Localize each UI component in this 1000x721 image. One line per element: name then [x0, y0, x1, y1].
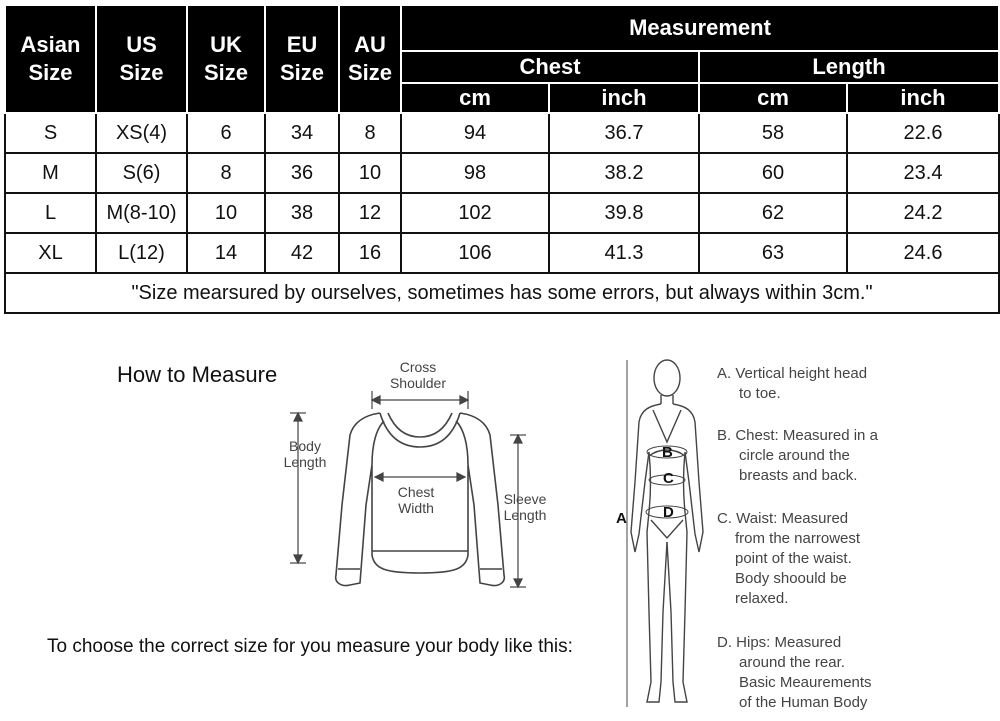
table-row — [5, 113, 999, 153]
marker-b: B — [662, 444, 673, 461]
table-cell: 34 — [265, 113, 339, 153]
table-cell: 106 — [401, 233, 549, 273]
header-asian-size: Asian Size — [5, 5, 96, 113]
sweater-illustration — [280, 355, 560, 600]
table-cell: 8 — [187, 153, 265, 193]
table-cell: M — [5, 153, 96, 193]
table-cell: XL — [5, 233, 96, 273]
table-cell: 36 — [265, 153, 339, 193]
table-cell: XS(4) — [96, 113, 187, 153]
unit-chest-cm: cm — [401, 83, 549, 113]
table-cell: 22.6 — [847, 113, 999, 153]
header-measurement: Measurement — [401, 5, 999, 51]
table-cell: 8 — [339, 113, 401, 153]
unit-length-cm: cm — [699, 83, 847, 113]
table-cell: 36.7 — [549, 113, 699, 153]
cross-shoulder-label: Cross Shoulder — [389, 359, 447, 391]
table-row — [5, 153, 999, 193]
how-to-measure-title: How to Measure — [117, 362, 278, 387]
table-note-row — [5, 273, 999, 313]
table-cell: L(12) — [96, 233, 187, 273]
table-cell: S(6) — [96, 153, 187, 193]
table-cell: 16 — [339, 233, 401, 273]
chest-width-label: Chest Width — [397, 484, 435, 516]
table-cell: 94 — [401, 113, 549, 153]
human-body-illustration — [615, 352, 710, 721]
table-cell: 24.6 — [847, 233, 999, 273]
table-cell: 62 — [699, 193, 847, 233]
body-length-label: Body Length — [283, 438, 327, 470]
unit-chest-inch: inch — [549, 83, 699, 113]
table-row — [5, 233, 999, 273]
table-cell: 10 — [187, 193, 265, 233]
header-au-size: AU Size — [339, 5, 401, 113]
table-cell: L — [5, 193, 96, 233]
header-uk-size: UK Size — [187, 5, 265, 113]
table-cell: 41.3 — [549, 233, 699, 273]
table-cell: 14 — [187, 233, 265, 273]
table-cell: 24.2 — [847, 193, 999, 233]
table-cell: 6 — [187, 113, 265, 153]
guide-item-d: D. Hips: Measured around the rear. Basic Meaurements of the Human Body — [717, 634, 872, 711]
table-cell: 39.8 — [549, 193, 699, 233]
guide-item-a: A. Vertical height head to toe. — [717, 365, 868, 402]
table-cell: 10 — [339, 153, 401, 193]
table-cell: 98 — [401, 153, 549, 193]
header-chest: Chest — [401, 51, 699, 83]
table-cell: 23.4 — [847, 153, 999, 193]
marker-d: D — [663, 504, 674, 521]
table-cell: 63 — [699, 233, 847, 273]
header-us-size: US Size — [96, 5, 187, 113]
header-eu-size: EU Size — [265, 5, 339, 113]
sleeve-length-label: Sleeve Length — [503, 491, 547, 523]
table-cell: M(8-10) — [96, 193, 187, 233]
table-cell: S — [5, 113, 96, 153]
table-cell: 38 — [265, 193, 339, 233]
table-cell: 60 — [699, 153, 847, 193]
table-row — [5, 193, 999, 233]
measurement-note: "Size mearsured by ourselves, sometimes has some errors, but always within 3cm." — [5, 273, 999, 313]
choose-size-instruction: To choose the correct size for you measure your body like this: — [47, 636, 573, 657]
guide-item-b: B. Chest: Measured in a circle around the breasts and back. — [717, 427, 878, 484]
table-cell: 12 — [339, 193, 401, 233]
table-cell: 38.2 — [549, 153, 699, 193]
unit-length-inch: inch — [847, 83, 999, 113]
table-cell: 102 — [401, 193, 549, 233]
table-cell: 58 — [699, 113, 847, 153]
table-cell: 42 — [265, 233, 339, 273]
marker-a: A — [616, 510, 627, 527]
guide-item-c: C. Waist: Measured from the narrowest point of the waist. Body shoould be relaxed. — [717, 510, 861, 607]
marker-c: C — [663, 470, 674, 487]
header-length: Length — [699, 51, 999, 83]
size-chart-table — [4, 4, 1000, 314]
